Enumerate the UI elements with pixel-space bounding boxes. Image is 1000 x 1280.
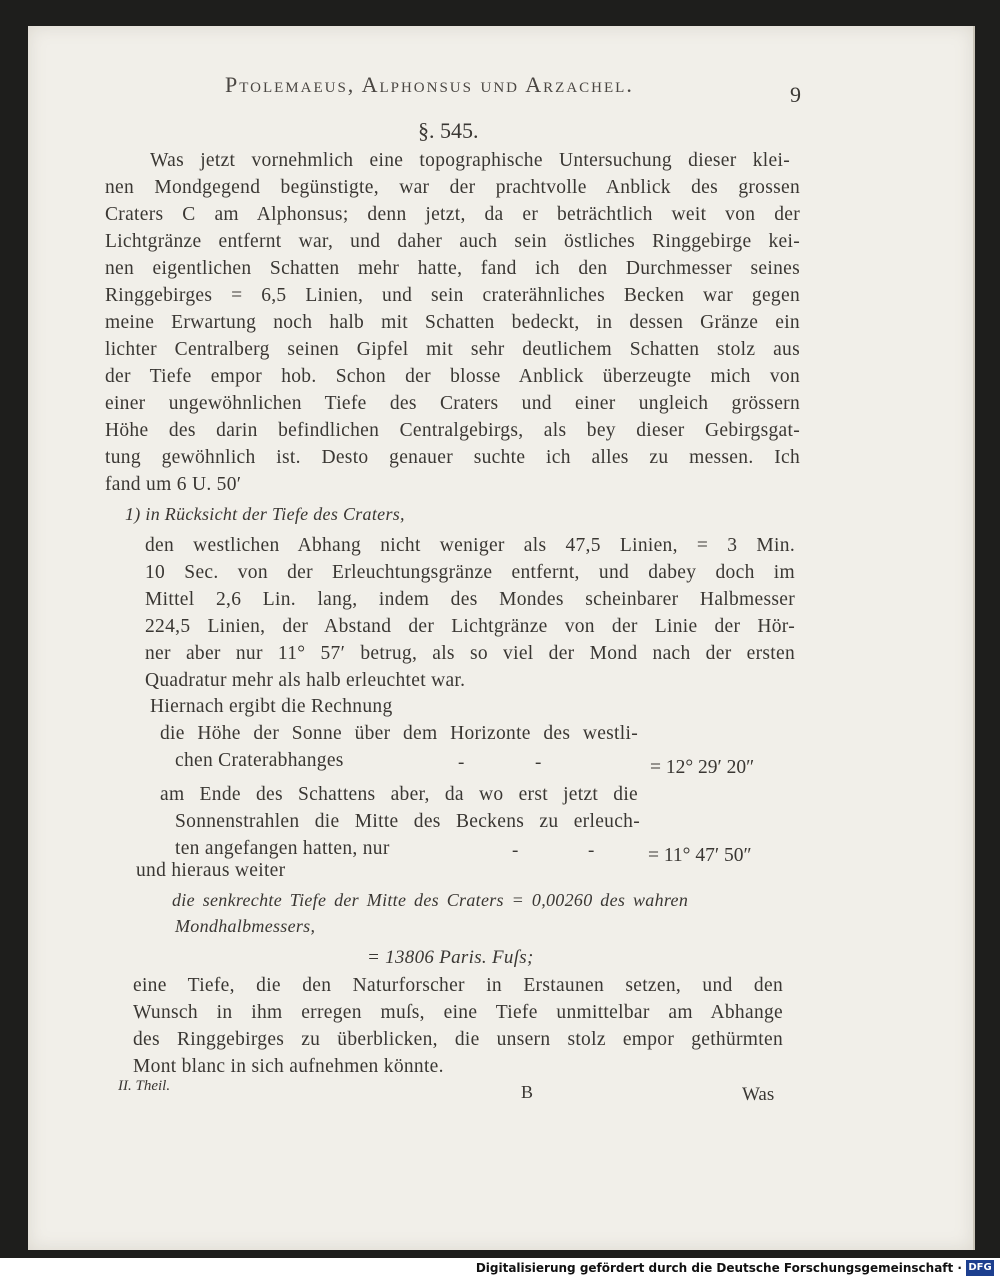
text-line: meine Erwartung noch halb mit Schatten bedeckt, in dessen Gränze ein bbox=[105, 312, 800, 333]
calc-line: und hieraus weiter bbox=[136, 860, 286, 881]
calc-line: ten angefangen hatten, nur bbox=[175, 838, 390, 859]
text-line: Mont blanc in sich aufnehmen könnte. bbox=[133, 1056, 444, 1077]
text-line: des Ringgebirges zu überblicken, die unsern stolz empor gethürmten bbox=[133, 1029, 783, 1050]
catchword: Was bbox=[742, 1084, 775, 1105]
text-line: der Tiefe empor hob. Schon der blosse Anblick überzeugte mich von bbox=[105, 366, 800, 387]
text-line: Ringgebirges = 6,5 Linien, und sein craterähnliches Becken war gegen bbox=[105, 285, 800, 306]
leader-dash: - bbox=[588, 840, 595, 861]
text-line: tung gewöhnlich ist. Desto genauer suchte ich alles zu messen. Ich bbox=[105, 447, 800, 468]
depth-value: = 13806 Paris. Fuſs; bbox=[367, 947, 534, 968]
running-head: Ptolemaeus, Alphonsus und Arzachel. bbox=[225, 72, 634, 97]
dfg-footer-bar bbox=[0, 1258, 1000, 1280]
text-line: nen eigentlichen Schatten mehr hatte, fand ich den Durchmesser seines bbox=[105, 258, 800, 279]
leader-dash: - bbox=[535, 752, 542, 773]
calc-line: die Höhe der Sonne über dem Horizonte des westli- bbox=[160, 723, 638, 744]
text-line: eine Tiefe, die den Naturforscher in Erstaunen setzen, und den bbox=[133, 975, 783, 996]
shadow-end-value: = 11° 47′ 50″ bbox=[648, 845, 752, 866]
calc-line: am Ende des Schattens aber, da wo erst jetzt die bbox=[160, 784, 638, 805]
calc-intro: Hiernach ergibt die Rechnung bbox=[150, 696, 393, 717]
text-line: nen Mondgegend begünstigte, war der prachtvolle Anblick des grossen bbox=[105, 177, 800, 198]
item-line: 224,5 Linien, der Abstand der Lichtgränze von der Linie der Hör- bbox=[145, 616, 795, 637]
text-line: einer ungewöhnlichen Tiefe des Craters und einer ungleich grössern bbox=[105, 393, 800, 414]
leader-dash: - bbox=[512, 840, 519, 861]
text-line: Craters C am Alphonsus; denn jetzt, da er beträchtlich weit von der bbox=[105, 204, 800, 225]
depth-line: Mondhalbmessers, bbox=[175, 916, 316, 936]
section-number: §. 545. bbox=[418, 118, 479, 143]
text-line: fand um 6 U. 50′ bbox=[105, 474, 242, 495]
item-line: Quadratur mehr als halb erleuchtet war. bbox=[145, 670, 466, 691]
sun-height-value: = 12° 29′ 20″ bbox=[650, 757, 755, 778]
calc-line: chen Craterabhanges bbox=[175, 750, 344, 771]
text-line: Höhe des darin befindlichen Centralgebirgs, als bey dieser Gebirgsgat- bbox=[105, 420, 800, 441]
signature-mark: B bbox=[521, 1082, 534, 1102]
dfg-logo-icon: DFG bbox=[966, 1260, 994, 1276]
text-line: Wunsch in ihm erregen muſs, eine Tiefe unmittelbar am Abhange bbox=[133, 1002, 783, 1023]
dfg-credit: Digitalisierung gefördert durch die Deutsche Forschungsgemeinschaft · bbox=[475, 1261, 962, 1275]
item-line: 10 Sec. von der Erleuchtungsgränze entfernt, und dabey doch im bbox=[145, 562, 795, 583]
leader-dash: - bbox=[458, 752, 465, 773]
text-line: Was jetzt vornehmlich eine topographische Untersuchung dieser klei- bbox=[150, 150, 790, 171]
item-line: ner aber nur 11° 57′ betrug, als so viel der Mond nach der ersten bbox=[145, 643, 795, 664]
text-line: lichter Centralberg seinen Gipfel mit sehr deutlichem Schatten stolz aus bbox=[105, 339, 800, 360]
volume-label: II. Theil. bbox=[118, 1078, 171, 1094]
depth-line: die senkrechte Tiefe der Mitte des Craters = 0,00260 des wahren bbox=[172, 890, 689, 910]
text-line: Lichtgränze entfernt war, und daher auch sein östliches Ringgebirge kei- bbox=[105, 231, 800, 252]
item-line: den westlichen Abhang nicht weniger als 47,5 Linien, = 3 Min. bbox=[145, 535, 795, 556]
item-line: Mittel 2,6 Lin. lang, indem des Mondes scheinbarer Halbmesser bbox=[145, 589, 795, 610]
calc-line: Sonnenstrahlen die Mitte des Beckens zu erleuch- bbox=[175, 811, 640, 832]
page-number: 9 bbox=[790, 82, 801, 107]
item-heading: 1) in Rücksicht der Tiefe des Craters, bbox=[125, 504, 405, 524]
